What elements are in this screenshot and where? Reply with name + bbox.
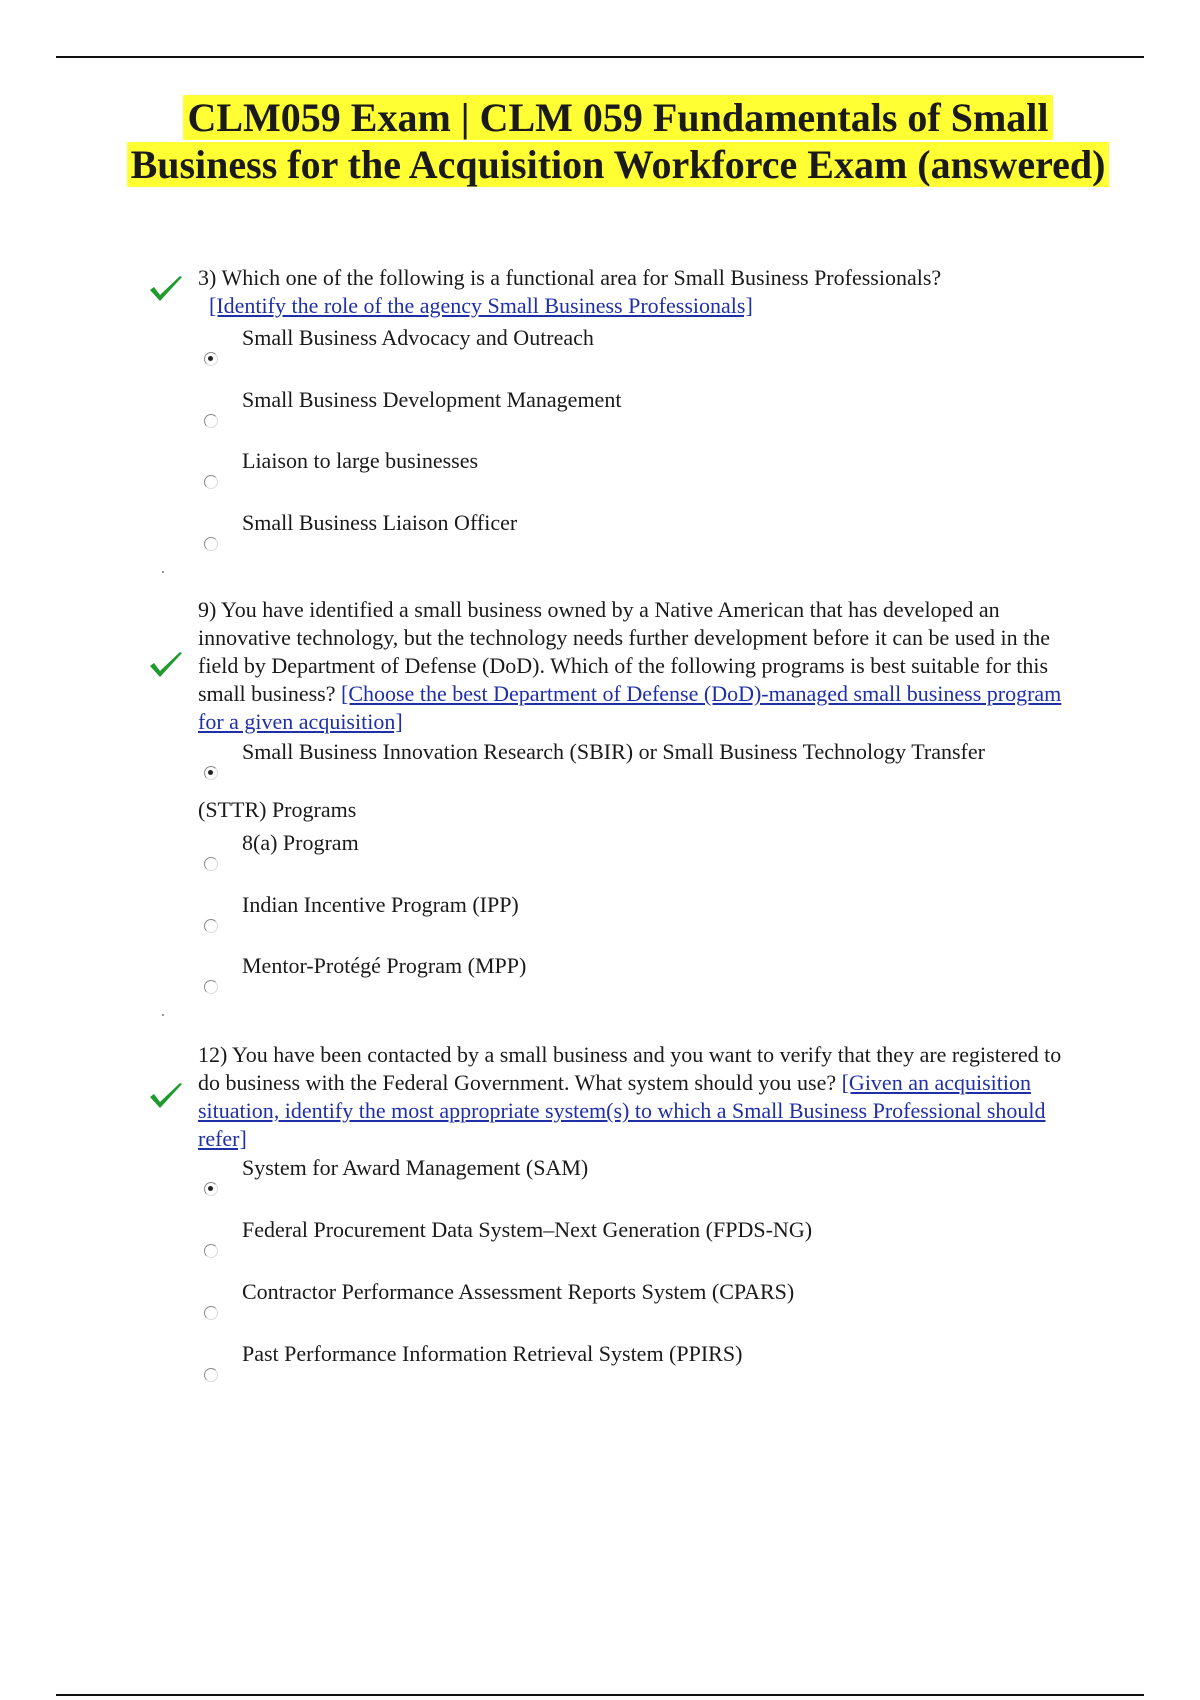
checkmark-icon [148, 650, 184, 680]
radio-button[interactable] [204, 1368, 218, 1382]
question-text [198, 1041, 1078, 1153]
title-highlight: CLM059 Exam | CLM 059 Fundamentals of Small Business for the Acquisition Workforce Exam (answered) [127, 95, 1110, 187]
option-label: Small Business Innovation Research (SBIR) or Small Business Technology Transfer [242, 739, 985, 764]
checkmark-icon [148, 274, 184, 304]
answer-option[interactable] [198, 1340, 1098, 1396]
option-label: Small Business Development Management [242, 387, 622, 412]
option-label: Small Business Advocacy and Outreach [242, 325, 594, 350]
radio-button[interactable] [204, 857, 218, 871]
question-prompt: Which one of the following is a functional area for Small Business Professionals? [221, 265, 942, 290]
separator-dot [162, 1014, 164, 1016]
checkmark-icon [148, 1081, 184, 1111]
option-label: Past Performance Information Retrieval System (PPIRS) [242, 1341, 743, 1366]
separator-dot [162, 571, 164, 573]
objective-link[interactable]: [Identify the role of the agency Small Business Professionals] [209, 293, 753, 318]
radio-button[interactable] [204, 919, 218, 933]
top-rule [56, 56, 1144, 58]
radio-selected[interactable] [204, 766, 218, 780]
option-label: 8(a) Program [242, 830, 359, 855]
answer-option[interactable] [198, 829, 1098, 885]
option-label: Small Business Liaison Officer [242, 510, 518, 535]
option-label: Contractor Performance Assessment Reports System (CPARS) [242, 1279, 795, 1304]
radio-button[interactable] [204, 537, 218, 551]
question-number: 12) [198, 1042, 228, 1067]
page-title [120, 94, 1116, 188]
answer-option[interactable] [198, 891, 1098, 947]
radio-button[interactable] [204, 1244, 218, 1258]
question-prompt: You have identified a small business owned by a Native American that has developed an innovative technology, but the technology needs further development before it can be used in the field by Department of Defense (DoD). Which of the following programs is best suitable for this small business? [198, 597, 1051, 706]
option-label: System for Award Management (SAM) [242, 1155, 589, 1180]
objective-link[interactable]: [Given an acquisition situation, identify the most appropriate system(s) to which a Small Business Professional should refer] [198, 1070, 1046, 1151]
option-label: Liaison to large businesses [242, 448, 479, 473]
radio-button[interactable] [204, 414, 218, 428]
radio-button[interactable] [204, 1306, 218, 1320]
answer-option[interactable] [198, 386, 1098, 442]
answer-option[interactable] [198, 738, 1098, 824]
objective-link[interactable]: [Choose the best Department of Defense (DoD)-managed small business program for a given acquisition] [198, 681, 1062, 734]
answer-option[interactable] [198, 509, 1098, 565]
bottom-rule [56, 1694, 1144, 1696]
answer-option[interactable] [198, 952, 1098, 1008]
answer-option[interactable] [198, 1154, 1098, 1210]
answer-option[interactable] [198, 447, 1098, 503]
option-label: Federal Procurement Data System–Next Generation (FPDS-NG) [242, 1217, 813, 1242]
option-label-continuation: (STTR) Programs [198, 797, 357, 822]
radio-selected[interactable] [204, 1182, 218, 1196]
option-label: Mentor-Protégé Program (MPP) [242, 953, 527, 978]
answer-option[interactable] [198, 1278, 1098, 1334]
question-text [198, 264, 1078, 320]
option-label: Indian Incentive Program (IPP) [242, 892, 519, 917]
radio-button[interactable] [204, 475, 218, 489]
question-text [198, 596, 1078, 736]
answer-option[interactable] [198, 1216, 1098, 1272]
answer-option[interactable] [198, 324, 1098, 380]
question-prompt: You have been contacted by a small business and you want to verify that they are registered to do business with the Federal Government. What system should you use? [198, 1042, 1062, 1095]
question-number: 3) [198, 265, 217, 290]
question-number: 9) [198, 597, 217, 622]
radio-button[interactable] [204, 980, 218, 994]
radio-selected[interactable] [204, 352, 218, 366]
